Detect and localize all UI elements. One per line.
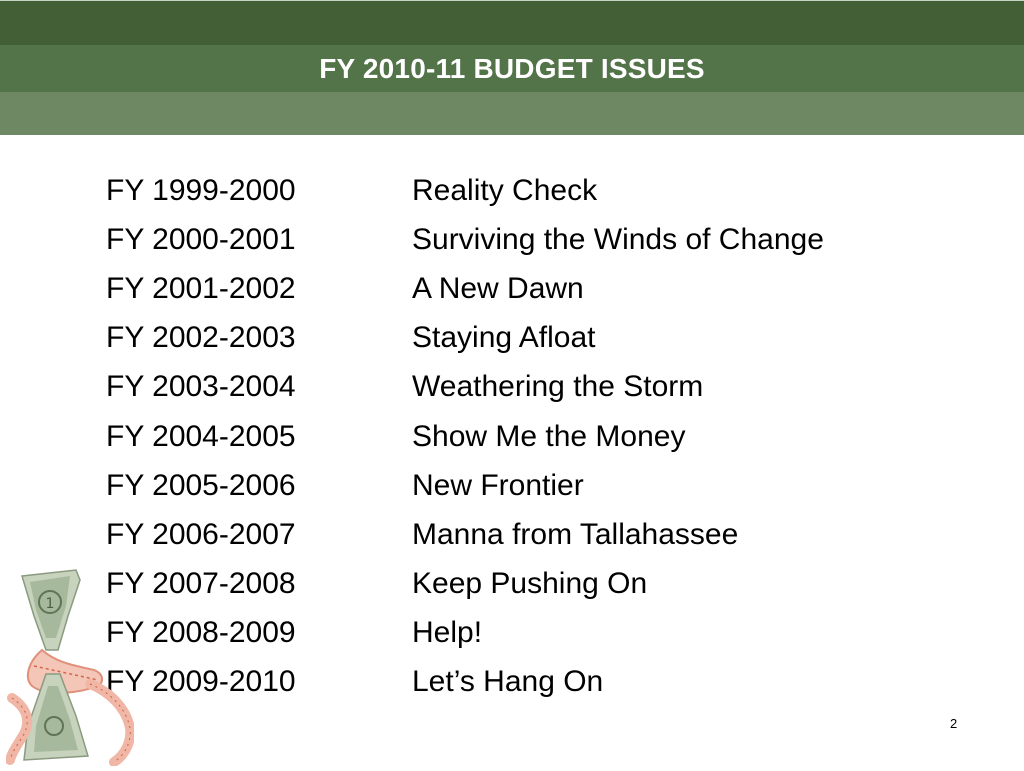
fiscal-year: FY 1999-2000 [106, 173, 296, 207]
list-item [106, 264, 824, 313]
theme-label: Staying Afloat [412, 321, 596, 355]
fiscal-year: FY 2000-2001 [106, 222, 296, 256]
list-item [106, 658, 824, 707]
list-item [106, 461, 824, 510]
theme-label: Keep Pushing On [412, 567, 648, 601]
fiscal-year: FY 2005-2006 [106, 468, 296, 502]
dollar-bill-tape-measure-icon [6, 566, 134, 766]
fiscal-year: FY 2004-2005 [106, 419, 296, 453]
header-band-bottom [0, 92, 1024, 135]
list-item [106, 412, 824, 461]
svg-text:1: 1 [45, 596, 55, 612]
theme-label: Reality Check [412, 173, 598, 207]
slide-title: FY 2010-11 BUDGET ISSUES [319, 53, 705, 84]
theme-label: Let’s Hang On [412, 665, 604, 699]
fiscal-year: FY 2007-2008 [106, 567, 296, 601]
theme-label: Help! [412, 616, 483, 650]
theme-label: Weathering the Storm [412, 370, 704, 404]
theme-label: Surviving the Winds of Change [412, 222, 824, 256]
fiscal-year: FY 2002-2003 [106, 321, 296, 355]
list-item [106, 510, 824, 559]
budget-theme-list [106, 166, 824, 707]
theme-label: Show Me the Money [412, 419, 686, 453]
list-item [106, 215, 824, 264]
list-item [106, 560, 824, 609]
theme-label: New Frontier [412, 468, 584, 502]
fiscal-year: FY 2001-2002 [106, 271, 296, 305]
fiscal-year: FY 2009-2010 [106, 665, 296, 699]
list-item [106, 363, 824, 412]
header-band-top [0, 1, 1024, 45]
fiscal-year: FY 2003-2004 [106, 370, 296, 404]
fiscal-year: FY 2006-2007 [106, 517, 296, 551]
theme-label: Manna from Tallahassee [412, 517, 739, 551]
list-item [106, 609, 824, 658]
list-item [106, 166, 824, 215]
theme-label: A New Dawn [412, 271, 584, 305]
list-item [106, 314, 824, 363]
fiscal-year: FY 2008-2009 [106, 616, 296, 650]
slide-header [0, 0, 1024, 134]
page-number: 2 [950, 716, 958, 731]
